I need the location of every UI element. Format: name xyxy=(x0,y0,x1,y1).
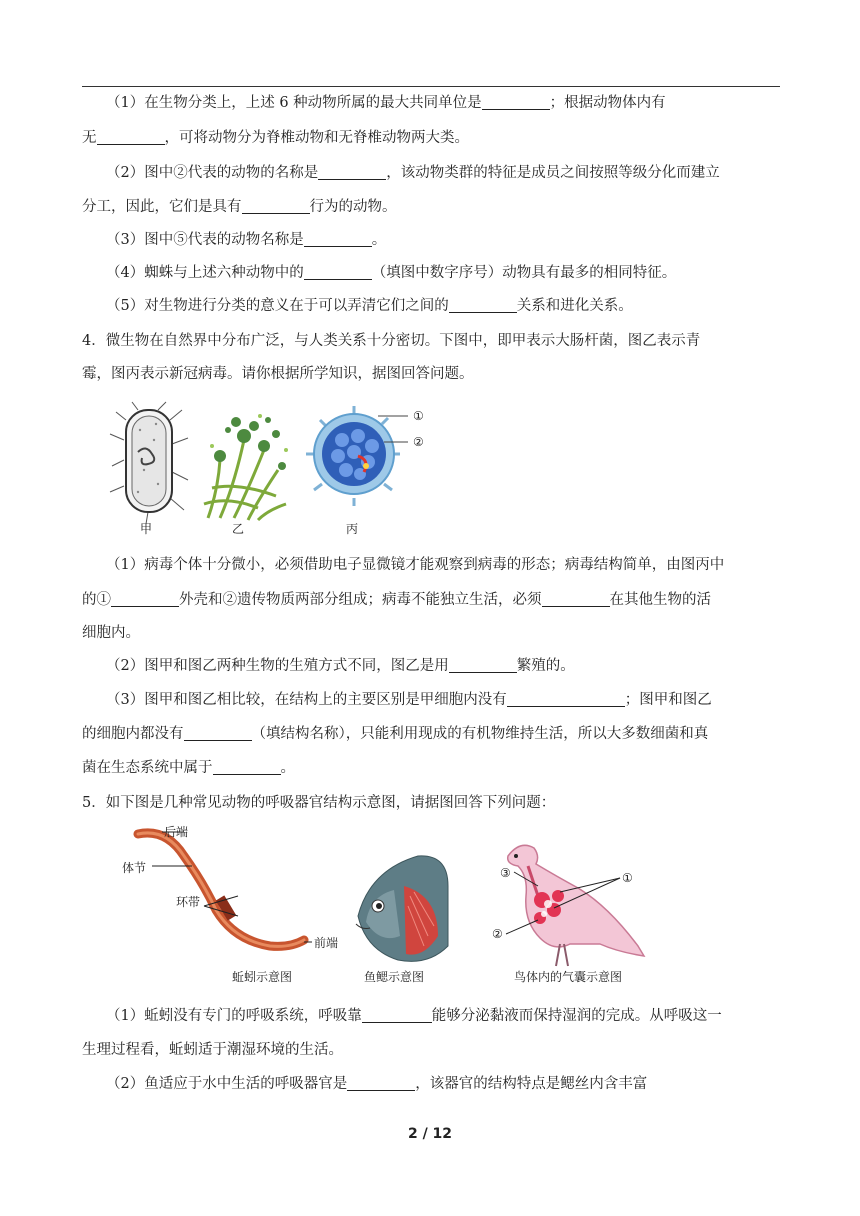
fig-label-yi: 乙 xyxy=(232,522,245,536)
fig-label-jia: 甲 xyxy=(140,522,153,536)
bird-label-1: ① xyxy=(622,871,633,885)
q4-p3-line-3 xyxy=(82,758,295,778)
answer-blank[interactable] xyxy=(304,231,372,247)
answer-blank[interactable] xyxy=(318,164,386,180)
q3-line-5 xyxy=(106,230,386,250)
text: （3）图甲和图乙相比较，在结构上的主要区别是甲细胞内没有 xyxy=(106,692,507,708)
worm-label-tijie: 体节 xyxy=(122,861,147,875)
answer-blank[interactable] xyxy=(242,198,310,214)
answer-blank[interactable] xyxy=(213,759,281,775)
q3-line-1 xyxy=(106,93,666,113)
text: 代表的动物名称是 xyxy=(187,232,304,248)
text: 能够分泌黏液而保持湿润的完成。从呼吸这一 xyxy=(431,1008,722,1024)
answer-blank[interactable] xyxy=(542,591,610,607)
penicillium-drawing xyxy=(204,414,288,520)
answer-blank[interactable] xyxy=(347,1075,415,1091)
answer-blank[interactable] xyxy=(97,129,165,145)
virus-drawing xyxy=(306,406,408,506)
bacterium-drawing xyxy=(110,402,188,524)
text: 在其他生物的活 xyxy=(609,592,711,608)
text: 代表的动物的名称是 xyxy=(187,165,319,181)
text: （1）在生物分类上，上述 6 种动物所属的最大共同单位是 xyxy=(106,95,482,111)
virus-label-1: ① xyxy=(413,409,424,423)
worm-label-houduan: 后端 xyxy=(164,825,189,839)
q4-p1-line-2 xyxy=(82,590,711,610)
text: 无 xyxy=(82,130,97,146)
bird-label-2: ② xyxy=(492,927,503,941)
fish-gill-drawing xyxy=(356,856,448,962)
text: （1）蚯蚓没有专门的呼吸系统，呼吸靠 xyxy=(106,1008,362,1024)
q5-intro: 5．如下图是几种常见动物的呼吸器官结构示意图，请据图回答下列问题： xyxy=(82,795,556,811)
q4-p3-line-1 xyxy=(106,690,712,710)
fish-caption: 鱼鳃示意图 xyxy=(364,970,425,984)
page-number: 2 / 12 xyxy=(407,1126,453,1142)
text: 的① xyxy=(82,592,111,608)
worm-label-huandai: 环带 xyxy=(176,895,201,909)
text: ；根据动物体内有 xyxy=(549,95,666,111)
text: 。 xyxy=(280,760,295,776)
respiratory-figure xyxy=(108,826,668,990)
q3-line-4 xyxy=(82,197,397,217)
q5-p2 xyxy=(106,1074,647,1094)
q4-p3-line-2 xyxy=(82,724,708,744)
q3-line-2 xyxy=(82,128,469,148)
text: 关系和进化关系。 xyxy=(516,298,633,314)
bird-label-3: ③ xyxy=(500,866,511,880)
q3-line-7 xyxy=(106,296,633,316)
text: 。 xyxy=(371,232,387,248)
text: 繁殖的。 xyxy=(516,658,575,674)
virus-label-2: ② xyxy=(413,435,424,449)
text: （2）图甲和图乙两种生物的生殖方式不同，图乙是用 xyxy=(106,658,449,674)
q5-p1-line-1 xyxy=(106,1006,722,1026)
microbe-illustration xyxy=(108,400,448,542)
text: ，该动物类群的特征是成员之间按照等级分化而建立 xyxy=(386,165,720,181)
text: 分工，因此，它们是具有 xyxy=(82,199,242,215)
text: （2）图中 xyxy=(106,165,174,181)
circled-number: ② xyxy=(173,165,188,181)
q4-intro-1: 4．微生物在自然界中分布广泛，与人类关系十分密切。下图中，即甲表示大肠杆菌，图乙表示青 xyxy=(82,333,701,349)
worm-label-qianduan: 前端 xyxy=(314,936,339,950)
header-rule xyxy=(82,86,780,87)
text: ；图甲和图乙 xyxy=(624,692,712,708)
text: （5）对生物进行分类的意义在于可以弄清它们之间的 xyxy=(106,298,449,314)
microbe-figure xyxy=(108,400,448,542)
text: 的细胞内都没有 xyxy=(82,726,184,742)
text: ，可将动物分为脊椎动物和无脊椎动物两大类。 xyxy=(164,130,469,146)
q3-line-6 xyxy=(106,263,676,283)
text: 外壳和②遗传物质两部分组成；病毒不能独立生活，必须 xyxy=(179,592,542,608)
q5-p1-line-2: 生理过程看，蚯蚓适于潮湿环境的生活。 xyxy=(82,1042,343,1058)
worm-caption: 蚯蚓示意图 xyxy=(232,970,293,984)
q4-p1-line-3: 细胞内。 xyxy=(82,625,140,641)
text: （填图中数字序号）动物具有最多的相同特征。 xyxy=(371,265,677,281)
bird-caption: 鸟体内的气囊示意图 xyxy=(514,970,623,984)
text: （填结构名称），只能利用现成的有机物维持生活，所以大多数细菌和真 xyxy=(251,726,709,742)
answer-blank[interactable] xyxy=(304,264,372,280)
q4-p2 xyxy=(106,656,575,676)
earthworm-drawing xyxy=(138,832,312,946)
text: （4）蜘蛛与上述六种动物中的 xyxy=(106,265,304,281)
answer-blank[interactable] xyxy=(449,657,517,673)
text: ，该器官的结构特点是鳃丝内含丰富 xyxy=(415,1076,648,1092)
circled-number: ⑤ xyxy=(173,232,188,248)
answer-blank[interactable] xyxy=(111,591,179,607)
answer-blank[interactable] xyxy=(507,691,625,707)
answer-blank[interactable] xyxy=(184,725,252,741)
bird-airsac-drawing xyxy=(506,845,644,966)
text: 菌在生态系统中属于 xyxy=(82,760,213,776)
q3-line-3 xyxy=(106,163,720,183)
answer-blank[interactable] xyxy=(482,94,550,110)
answer-blank[interactable] xyxy=(449,297,517,313)
text: （2）鱼适应于水中生活的呼吸器官是 xyxy=(106,1076,348,1092)
fig-label-bing: 丙 xyxy=(346,522,359,536)
text: 行为的动物。 xyxy=(309,199,397,215)
answer-blank[interactable] xyxy=(362,1007,432,1023)
q4-intro-2: 霉，图丙表示新冠病毒。请你根据所学知识，据图回答问题。 xyxy=(82,366,474,382)
q4-p1-line-1: （1）病毒个体十分微小，必须借助电子显微镜才能观察到病毒的形态；病毒结构简单，由图丙中 xyxy=(106,557,725,573)
text: （3）图中 xyxy=(106,232,174,248)
